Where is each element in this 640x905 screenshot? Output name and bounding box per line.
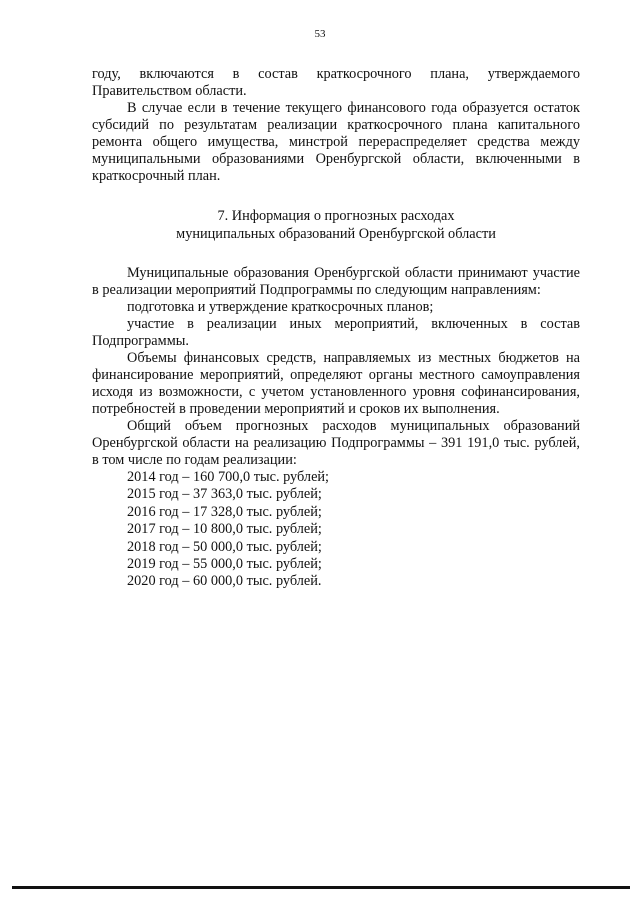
year-expense-item: 2020 год – 60 000,0 тыс. рублей. [127,573,322,590]
page-number: 53 [314,28,326,40]
paragraph-participation: Муниципальные образования Оренбургской области принимают участие в реализации мероприятий Подпрограммы по следующим направлениям: [92,265,580,298]
paragraph-continuation: году, включаются в состав краткосрочного плана, утверждаемого Правительством области. [92,66,580,99]
paragraph-direction-1: подготовка и утверждение краткосрочных планов; [127,299,434,315]
section-heading-line-2: муниципальных образований Оренбургской области [176,226,496,242]
year-expense-list [92,469,580,591]
section-heading [92,207,580,243]
year-expense-item: 2018 год – 50 000,0 тыс. рублей; [127,538,322,555]
paragraph-direction-2: участие в реализации иных мероприятий, включенных в состав Подпрограммы. [92,316,580,349]
year-expense-item: 2015 год – 37 363,0 тыс. рублей; [127,486,322,503]
paragraph-total-expenses: Общий объем прогнозных расходов муниципальных образований Оренбургской области на реализацию Подпрограммы – 391 191,0 тыс. рублей, в том числе по годам реализации: [92,418,580,468]
year-expense-item: 2019 год – 55 000,0 тыс. рублей; [127,556,322,573]
year-expense-item: 2014 год – 160 700,0 тыс. рублей; [127,469,330,485]
section-heading-line-1: 7. Информация о прогнозных расходах [217,208,455,224]
year-expense-item: 2016 год – 17 328,0 тыс. рублей; [127,503,322,520]
bottom-divider [12,886,630,889]
year-expense-item: 2017 год – 10 800,0 тыс. рублей; [127,521,322,538]
paragraph-subsidy-remainder: В случае если в течение текущего финансового года образуется остаток субсидий по результатам реализации краткосрочного плана капитального ремонта общего имущества, минстрой перераспределяет средства между муниципальными образованиями Оренбургской области, включенными в краткосрочный план. [92,100,580,184]
paragraph-funding-volumes: Объемы финансовых средств, направляемых из местных бюджетов на финансирование мероприятий, определяют органы местного самоуправления исходя из возможности, с учетом установленного уровня софинансирования, потребностей в проведении мероприятий и сроков их выполнения. [92,350,580,417]
document-body [92,66,580,591]
